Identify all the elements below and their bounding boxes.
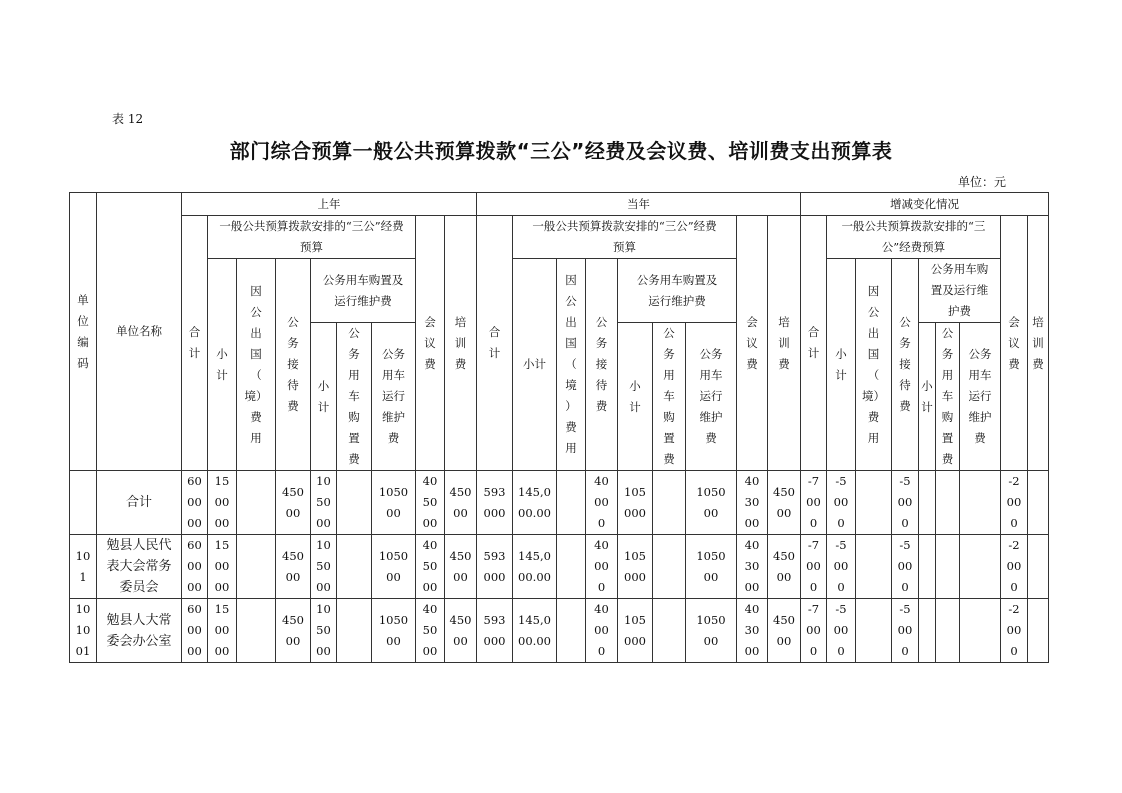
value-cell: 60 00 00 (182, 535, 208, 599)
value-cell (1028, 599, 1049, 663)
value-cell (337, 535, 372, 599)
value-cell: 105 000 (618, 535, 653, 599)
header-vehicle-subtotal-change: 小 计 (919, 323, 936, 471)
header-training: 培 训 费 (445, 216, 477, 471)
value-cell (919, 471, 936, 535)
value-cell: -7 00 0 (801, 599, 827, 663)
value-cell (960, 471, 1001, 535)
header-training-change: 培 训 费 (1028, 216, 1049, 471)
budget-table (69, 192, 1049, 663)
value-cell (337, 599, 372, 663)
value-cell: 60 00 00 (182, 471, 208, 535)
value-cell (960, 535, 1001, 599)
header-total: 合 计 (182, 216, 208, 471)
unit-code-cell: 10 10 01 (70, 599, 97, 663)
value-cell: 1050 00 (686, 535, 737, 599)
header-curr-year: 当年 (477, 193, 801, 216)
table-row (70, 599, 1049, 663)
value-cell: 10 50 00 (311, 471, 337, 535)
value-cell: 145,0 00.00 (513, 599, 557, 663)
value-cell: 593 000 (477, 535, 513, 599)
value-cell: 145,0 00.00 (513, 535, 557, 599)
value-cell (856, 599, 892, 663)
value-cell: 1050 00 (372, 599, 416, 663)
value-cell (653, 535, 686, 599)
header-vehicle-purchase: 公 务 用 车 购 置 费 (337, 323, 372, 471)
table-row (70, 471, 1049, 535)
value-cell (557, 471, 586, 535)
value-cell: 1050 00 (686, 471, 737, 535)
value-cell (557, 599, 586, 663)
value-cell (1028, 471, 1049, 535)
value-cell: 15 00 00 (208, 471, 237, 535)
value-cell: 450 00 (768, 599, 801, 663)
value-cell: -2 00 0 (1001, 599, 1028, 663)
value-cell: 15 00 00 (208, 599, 237, 663)
value-cell (653, 471, 686, 535)
header-total-change: 合 计 (801, 216, 827, 471)
header-abroad: 因 公 出 国 （ 境） 费 用 (237, 259, 276, 471)
value-cell: 450 00 (445, 535, 477, 599)
header-vehicle-group-curr: 公务用车购置及 运行维护费 (618, 259, 737, 323)
header-meeting-curr: 会 议 费 (737, 216, 768, 471)
value-cell: 450 00 (445, 599, 477, 663)
header-sangong-group-change: 一般公共预算拨款安排的“三 公”经费预算 (827, 216, 1001, 259)
header-unit-name: 单位名称 (97, 193, 182, 471)
header-vehicle-purchase-change: 公 务 用 车 购 置 费 (936, 323, 960, 471)
header-sangong-group-curr: 一般公共预算拨款安排的“三公”经费 预算 (513, 216, 737, 259)
value-cell (337, 471, 372, 535)
value-cell: 40 30 00 (737, 471, 768, 535)
value-cell (919, 599, 936, 663)
value-cell: -5 00 0 (827, 535, 856, 599)
value-cell: 450 00 (276, 599, 311, 663)
header-vehicle-operation: 公务 用车 运行 维护 费 (372, 323, 416, 471)
value-cell: 450 00 (445, 471, 477, 535)
header-vehicle-operation-curr: 公务 用车 运行 维护 费 (686, 323, 737, 471)
value-cell (237, 535, 276, 599)
value-cell: 145,0 00.00 (513, 471, 557, 535)
value-cell: 40 00 0 (586, 599, 618, 663)
value-cell: 450 00 (276, 471, 311, 535)
value-cell: -5 00 0 (892, 471, 919, 535)
header-vehicle-purchase-curr: 公 务 用 车 购 置 费 (653, 323, 686, 471)
value-cell: 1050 00 (686, 599, 737, 663)
value-cell: 40 30 00 (737, 599, 768, 663)
header-vehicle-subtotal: 小 计 (311, 323, 337, 471)
value-cell: 105 000 (618, 471, 653, 535)
value-cell: 105 000 (618, 599, 653, 663)
header-total-curr: 合 计 (477, 216, 513, 471)
header-reception-change: 公 务 接 待 费 (892, 259, 919, 471)
value-cell: 593 000 (477, 471, 513, 535)
value-cell: 450 00 (276, 535, 311, 599)
value-cell: 40 50 00 (416, 535, 445, 599)
value-cell: -7 00 0 (801, 471, 827, 535)
header-training-curr: 培 训 费 (768, 216, 801, 471)
header-sangong-group: 一般公共预算拨款安排的“三公”经费 预算 (208, 216, 416, 259)
unit-name-cell: 勉县人大常 委会办公室 (97, 599, 182, 663)
unit-name-cell: 勉县人民代 表大会常务 委员会 (97, 535, 182, 599)
value-cell: 10 50 00 (311, 535, 337, 599)
header-vehicle-group: 公务用车购置及 运行维护费 (311, 259, 416, 323)
page-title: 部门综合预算一般公共预算拨款“三公”经费及会议费、培训费支出预算表 (229, 139, 893, 163)
value-cell: 450 00 (768, 535, 801, 599)
value-cell: -7 00 0 (801, 535, 827, 599)
value-cell: 450 00 (768, 471, 801, 535)
header-unit-code: 单 位 编 码 (70, 193, 97, 471)
value-cell: -2 00 0 (1001, 471, 1028, 535)
value-cell (919, 535, 936, 599)
header-change: 增减变化情况 (801, 193, 1049, 216)
value-cell: 40 50 00 (416, 599, 445, 663)
value-cell (557, 535, 586, 599)
value-cell: 1050 00 (372, 535, 416, 599)
value-cell: 593 000 (477, 599, 513, 663)
value-cell (856, 535, 892, 599)
value-cell: 60 00 00 (182, 599, 208, 663)
value-cell: 15 00 00 (208, 535, 237, 599)
header-reception-curr: 公 务 接 待 费 (586, 259, 618, 471)
value-cell: 10 50 00 (311, 599, 337, 663)
value-cell: 40 00 0 (586, 471, 618, 535)
value-cell: 40 50 00 (416, 471, 445, 535)
header-subtotal: 小 计 (208, 259, 237, 471)
header-subtotal-change: 小 计 (827, 259, 856, 471)
unit-code-cell: 10 1 (70, 535, 97, 599)
table-label: 表 12 (112, 112, 144, 126)
value-cell (960, 599, 1001, 663)
value-cell (856, 471, 892, 535)
header-vehicle-subtotal-curr: 小 计 (618, 323, 653, 471)
value-cell: -5 00 0 (827, 599, 856, 663)
value-cell (237, 471, 276, 535)
unit-label: 单位：元 (958, 175, 1007, 189)
value-cell: -5 00 0 (892, 599, 919, 663)
unit-code-cell (70, 471, 97, 535)
value-cell: -5 00 0 (892, 535, 919, 599)
value-cell (653, 599, 686, 663)
value-cell: 40 30 00 (737, 535, 768, 599)
header-vehicle-group-change: 公务用车购 置及运行维 护费 (919, 259, 1001, 323)
value-cell (936, 471, 960, 535)
header-reception: 公 务 接 待 费 (276, 259, 311, 471)
table-row (70, 535, 1049, 599)
header-meeting: 会 议 费 (416, 216, 445, 471)
value-cell (1028, 535, 1049, 599)
value-cell: -5 00 0 (827, 471, 856, 535)
unit-name-cell: 合计 (97, 471, 182, 535)
header-vehicle-operation-change: 公务 用车 运行 维护 费 (960, 323, 1001, 471)
value-cell (936, 535, 960, 599)
header-prev-year: 上年 (182, 193, 477, 216)
value-cell: 40 00 0 (586, 535, 618, 599)
header-subtotal-curr: 小计 (513, 259, 557, 471)
value-cell (237, 599, 276, 663)
header-meeting-change: 会 议 费 (1001, 216, 1028, 471)
header-abroad-curr: 因 公 出 国 （ 境 ） 费 用 (557, 259, 586, 471)
value-cell: 1050 00 (372, 471, 416, 535)
header-abroad-change: 因 公 出 国 （ 境） 费 用 (856, 259, 892, 471)
value-cell: -2 00 0 (1001, 535, 1028, 599)
value-cell (936, 599, 960, 663)
